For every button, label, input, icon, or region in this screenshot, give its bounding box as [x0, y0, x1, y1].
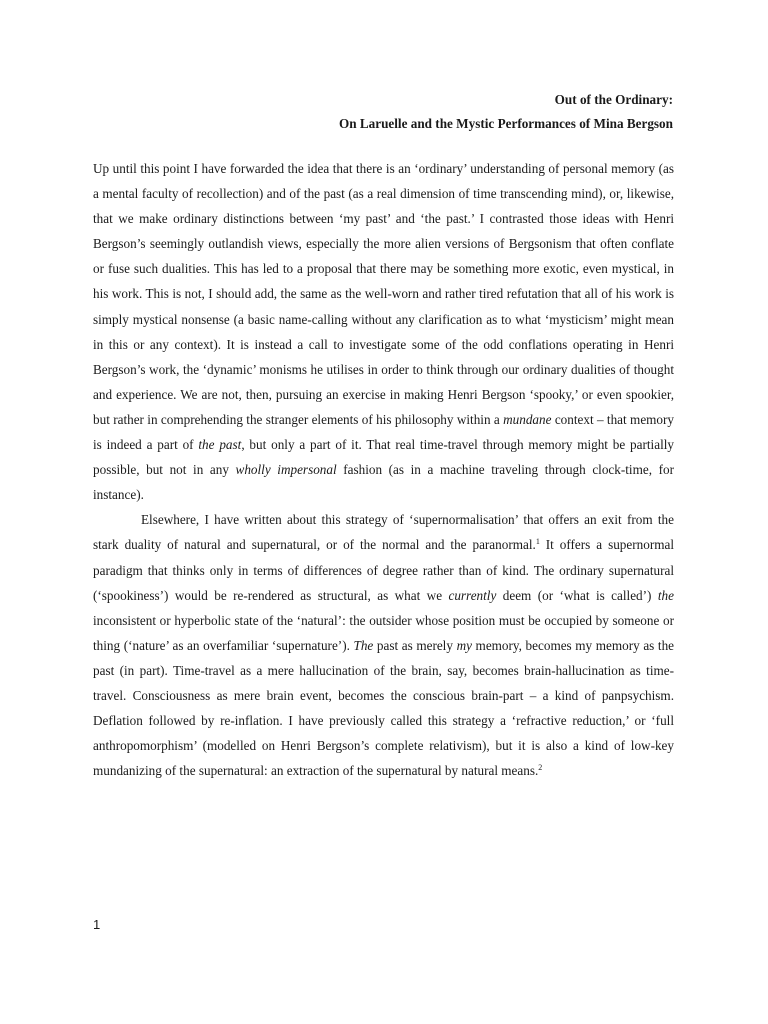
title-block — [339, 88, 673, 136]
paragraph-1-emphasis-2: the past — [198, 437, 242, 453]
paragraph-2 — [93, 507, 674, 783]
paragraph-2-text-3: deem (or ‘what is called’) — [496, 587, 658, 603]
paragraph-2-emphasis-3: The — [353, 637, 374, 653]
paragraph-2-text-5: past as merely — [373, 637, 457, 653]
page-number: 1 — [93, 917, 101, 932]
paragraph-2-emphasis-2: the — [657, 587, 674, 603]
paragraph-2-text-1: Elsewhere, I have written about this strategy of ‘supernormalisation’ that offers an exit from the stark duality of natural and supernatural, or of the normal and the paranormal. — [93, 512, 674, 553]
paragraph-1-text-4: fashion (as in a machine traveling through clock-time, for instance). — [93, 462, 674, 503]
title-line-2: On Laruelle and the Mystic Performances of Mina Bergson — [338, 116, 673, 131]
paragraph-1-text-1: Up until this point I have forwarded the idea that there is an ‘ordinary’ understanding of personal memory (as a mental faculty of recollection) and of the past (as a real dimension of time transcending mind), or, likewise, that we make ordinary distinctions between ‘my past’ and ‘the past.’ I contrasted those ideas with Henri Bergson’s seemingly outlandish views, especially the more alien versions of Bergsonism that often conflate or fuse such dualities. This has led to a proposal that there may be something more exotic, even mystical, in his work. This is not, I should add, the same as the well-worn and rather tired refutation that all of his work is simply mystical nonsense (a basic name-calling without any clarification as to what ‘mysticism’ might mean in this or any context). It is instead a call to investigate some of the odd conflations operating in Henri Bergson’s work, the ‘dynamic’ monisms he utilises in order to think through our ordinary dualities of thought and experience. We are not, then, pursuing an exercise in making Henri Bergson ‘spooky,’ or even spookier, but rather in comprehending the stranger elements of his philosophy within a — [93, 161, 674, 427]
footnote-ref-1[interactable]: 1 — [535, 537, 540, 547]
paragraph-2-text-4: inconsistent or hyperbolic state of the ‘natural’: the outsider whose position must be occupied by someone or thing (‘nature’ as an overfamiliar ‘supernature’). — [93, 612, 674, 653]
paragraph-2-emphasis-4: my — [456, 637, 472, 653]
body-text — [93, 156, 674, 783]
paragraph-1-emphasis-1: mundane — [503, 411, 552, 427]
paragraph-1 — [93, 156, 674, 507]
title-line-1: Out of the Ordinary: — [554, 92, 673, 107]
paragraph-1-text-3: , but only a part of it. That real time-travel through memory might be partially possible, but not in any — [93, 437, 674, 478]
paragraph-2-text-6: memory, becomes my memory as the past (in part). Time-travel as a mere hallucination of the brain, say, becomes brain-hallucination as time-travel. Consciousness as mere brain event, becomes the conscious brain-part – a kind of panpsychism. Deflation followed by re-inflation. I have previously called this strategy a ‘refractive reduction,’ or ‘full anthropomorphism’ (modelled on Henri Bergson’s complete relativism), but it is also a kind of low-key mundanizing of the supernatural: an extraction of the supernatural by natural means. — [93, 637, 675, 779]
paragraph-1-text-2: context – that memory is indeed a part of — [93, 411, 675, 453]
paragraph-2-text-2: It offers a supernormal paradigm that thinks only in terms of differences of degree rather than of kind. The ordinary supernatural (‘spookiness’) would be re-rendered as structural, as what we — [93, 537, 674, 603]
paragraph-2-emphasis-1: currently — [448, 587, 497, 603]
paragraph-1-emphasis-3: wholly impersonal — [235, 462, 337, 478]
footnote-ref-2[interactable]: 2 — [538, 763, 543, 773]
